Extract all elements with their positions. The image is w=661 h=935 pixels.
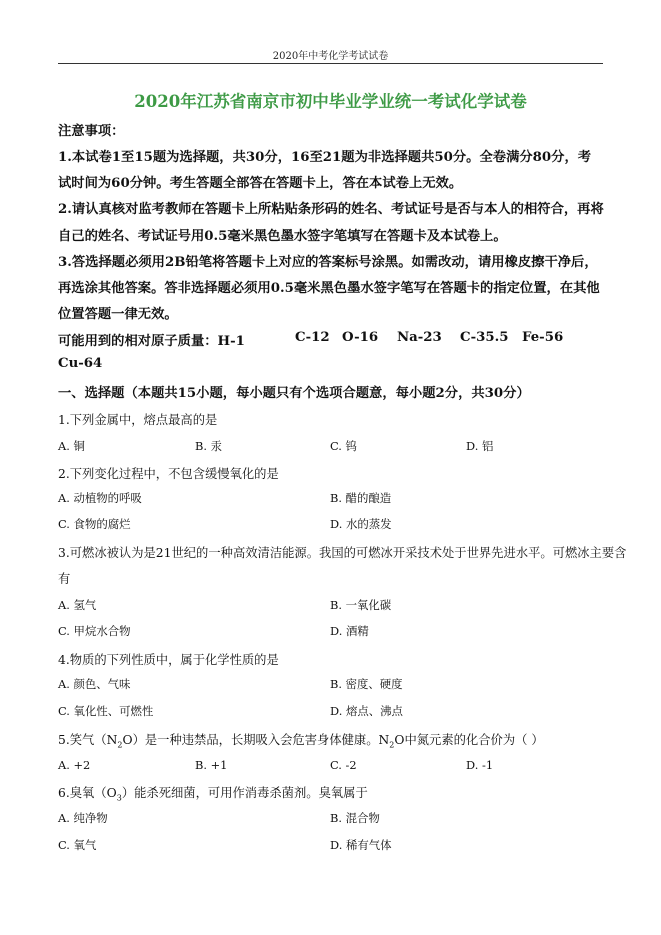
question-6-stem-part-2: ）能杀死细菌，可用作消毒杀菌剂。臭氧属于 (121, 786, 368, 800)
question-3-option-b: B. 一氧化碳 (330, 598, 392, 612)
question-3-stem-line-1: 3.可燃冰被认为是21世纪的一种高效清洁能源。我国的可燃冰开采技术处于世界先进水平。可燃冰主要含 (58, 546, 627, 560)
question-6-option-b: B. 混合物 (330, 811, 380, 825)
question-6-stem (58, 783, 368, 802)
notice-heading: 注意事项： (58, 124, 125, 139)
atomic-mass-cu: Cu-64 (58, 356, 103, 371)
question-5-option-b: B. +1 (195, 758, 228, 772)
question-2-stem: 2.下列变化过程中，不包含缓慢氧化的是 (58, 467, 279, 481)
question-6-option-a: A. 纯净物 (58, 811, 108, 825)
question-3-option-c: C. 甲烷水合物 (58, 624, 131, 638)
question-5-stem-part-3: O中氮元素的化合价为（ ） (394, 733, 544, 747)
exam-title: 2020年江苏省南京市初中毕业学业统一考试化学试卷 (134, 92, 527, 111)
question-6-option-c: C. 氧气 (58, 838, 97, 852)
question-4-option-c: C. 氧化性、可燃性 (58, 704, 154, 718)
question-6-option-d: D. 稀有气体 (330, 838, 392, 852)
question-2-option-d: D. 水的蒸发 (330, 517, 392, 531)
subscript: 2 (389, 740, 395, 750)
question-5-stem-part-2: O）是一种违禁品，长期吸入会危害身体健康。N (122, 733, 390, 747)
question-4-option-b: B. 密度、硬度 (330, 677, 403, 691)
section-heading-choice: 一、选择题（本题共15小题，每小题只有个选项合题意，每小题2分，共30分） (58, 386, 530, 401)
question-2-option-b: B. 醋的酿造 (330, 491, 392, 505)
question-5-option-d: D. -1 (466, 758, 494, 772)
question-1-option-b: B. 汞 (195, 439, 223, 453)
question-1-option-c: C. 钨 (330, 439, 357, 453)
question-4-option-d: D. 熔点、沸点 (330, 704, 403, 718)
atomic-mass-cl: C-35.5 (460, 330, 509, 345)
question-6-stem-part-1: 6.臭氧（O (58, 786, 117, 800)
question-1-stem: 1.下列金属中，熔点最高的是 (58, 413, 218, 427)
subscript: 3 (116, 793, 122, 803)
page-header: 2020年中考化学考试试卷 (272, 51, 389, 62)
question-4-option-a: A. 颜色、气味 (58, 677, 131, 691)
question-1-option-a: A. 铜 (58, 439, 85, 453)
notice-item-1-line-1: 1.本试卷1至15题为选择题，共30分，16至21题为非选择题共50分。全卷满分80分，考 (58, 150, 592, 165)
notice-item-1-line-2: 试时间为60分钟。考生答题全部答在答题卡上，答在本试卷上无效。 (58, 176, 463, 191)
question-3-stem-line-2: 有 (58, 572, 71, 586)
question-5-option-a: A. +2 (58, 758, 91, 772)
notice-item-3-line-1: 3.答选择题必须用2B铅笔将答题卡上对应的答案标号涂黑。如需改动，请用橡皮擦干净后， (58, 255, 598, 270)
atomic-mass-fe: Fe-56 (522, 330, 564, 345)
question-2-option-c: C. 食物的腐烂 (58, 517, 131, 531)
question-5-option-c: C. -2 (330, 758, 357, 772)
question-3-option-a: A. 氢气 (58, 598, 97, 612)
notice-item-2-line-1: 2.请认真核对监考教师在答题卡上所粘贴条形码的姓名、考试证号是否与本人的相符合，再将 (58, 202, 604, 217)
question-5-stem (58, 730, 544, 749)
header-divider (58, 63, 603, 64)
atomic-mass-o: O-16 (342, 330, 379, 345)
question-5-stem-part-1: 5.笑气（N (58, 733, 118, 747)
question-4-stem: 4.物质的下列性质中，属于化学性质的是 (58, 653, 279, 667)
question-1-option-d: D. 铝 (466, 439, 494, 453)
atomic-mass-na: Na-23 (397, 330, 442, 345)
atomic-mass-label: 可能用到的相对原子质量：H-1 (58, 334, 245, 349)
atomic-mass-c: C-12 (295, 330, 330, 345)
question-3-option-d: D. 酒精 (330, 624, 369, 638)
question-2-option-a: A. 动植物的呼吸 (58, 491, 142, 505)
subscript: 2 (117, 740, 123, 750)
notice-item-3-line-2: 再选涂其他答案。答非选择题必须用0.5毫米黑色墨水签字笔写在答题卡的指定位置，在其他 (58, 281, 600, 296)
notice-item-3-line-3: 位置答题一律无效。 (58, 307, 178, 322)
notice-item-2-line-2: 自己的姓名、考试证号用0.5毫米黑色墨水签字笔填写在答题卡及本试卷上。 (58, 229, 507, 244)
